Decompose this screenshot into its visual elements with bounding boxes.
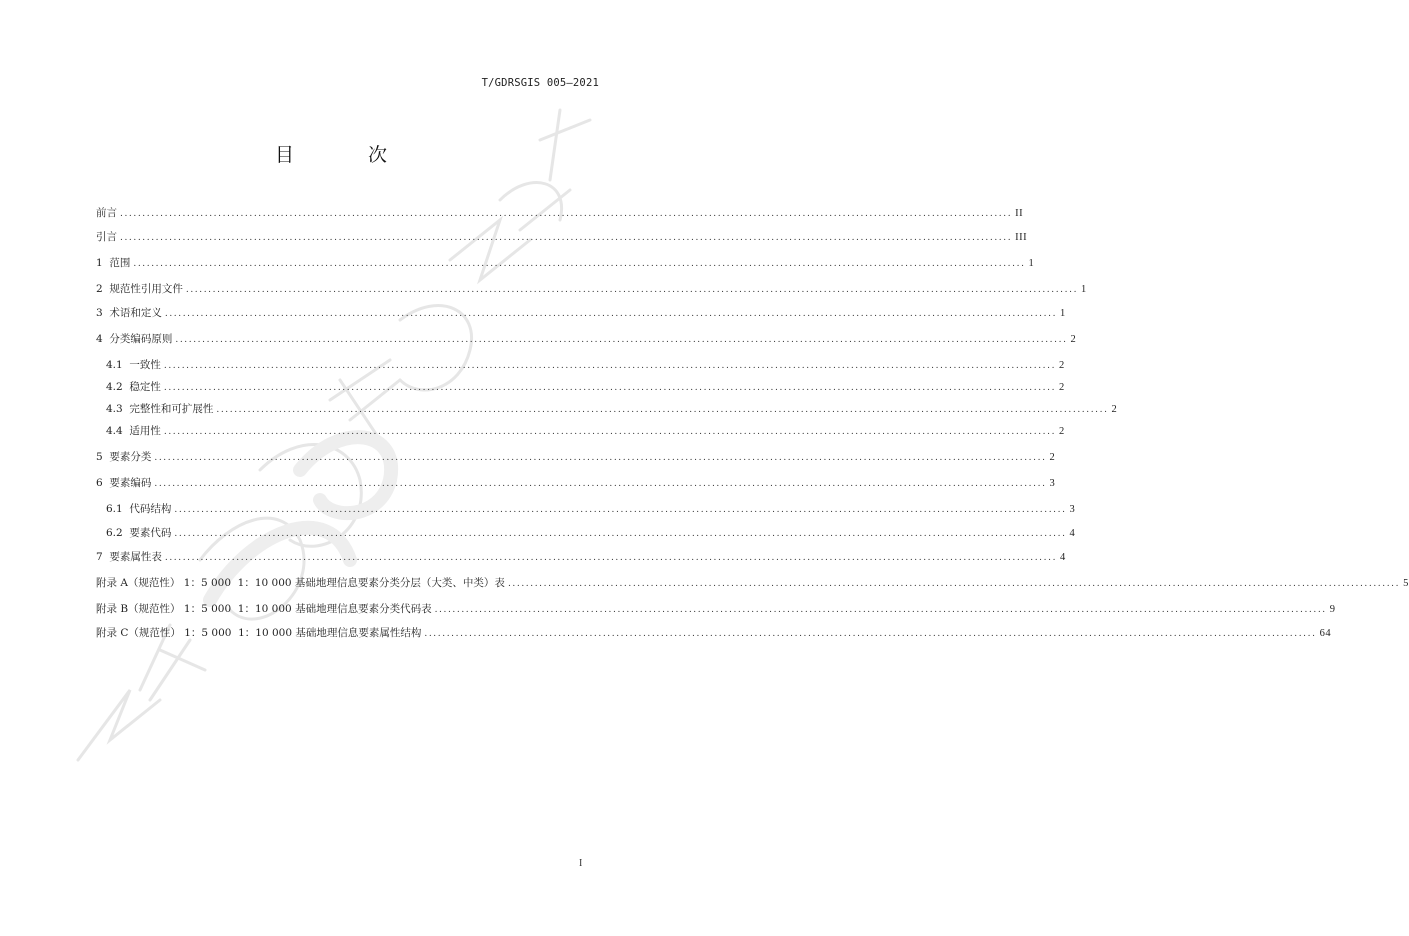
toc-entry-label: 6.1 代码结构 — [106, 503, 172, 515]
toc-entry-label: 1 范围 — [96, 257, 131, 269]
toc-entry[interactable] — [106, 501, 1076, 517]
toc-leader-dots: ........................................................................................................................................................................................................ — [154, 479, 1047, 489]
toc-leader-dots: ........................................................................................................................................................................................................ — [163, 427, 1057, 437]
document-id: T/GDRSGIS 005—2021 — [481, 77, 599, 89]
toc-entry-page: 2 — [1059, 382, 1065, 393]
toc-entry-label: 4.1 一致性 — [106, 359, 161, 371]
toc-entry[interactable] — [96, 331, 1077, 347]
toc-leader-dots: ........................................................................................................................................................................................................ — [507, 579, 1401, 589]
toc-entry-page: 2 — [1111, 404, 1118, 415]
toc-entry-label: 附录 C（规范性） 1：5 000 1：10 000 基础地理信息要素属性结构 — [96, 627, 422, 639]
toc-entry-page: 2 — [1059, 360, 1065, 371]
toc-entry-page: 2 — [1059, 426, 1065, 437]
toc-entry-label: 附录 B（规范性） 1：5 000 1：10 000 基础地理信息要素分类代码表 — [96, 603, 432, 615]
toc-entry[interactable] — [106, 423, 1065, 439]
toc-entry-page: 4 — [1069, 528, 1076, 539]
toc-entry-page: 1 — [1060, 308, 1066, 319]
toc-leader-dots: ........................................................................................................................................................................................................ — [163, 361, 1057, 371]
toc-entry-label: 4.4 适用性 — [106, 425, 161, 437]
toc-entry-page: III — [1015, 232, 1028, 243]
page-number: I — [579, 858, 583, 869]
toc-entry[interactable] — [96, 575, 1409, 591]
toc-leader-dots: ........................................................................................................................................................................................................ — [164, 553, 1058, 563]
toc-entry[interactable] — [106, 525, 1076, 541]
toc-entry-page: 5 — [1403, 578, 1409, 589]
toc-leader-dots: ........................................................................................................................................................................................................ — [185, 285, 1079, 295]
toc-leader-dots: ........................................................................................................................................................................................................ — [175, 335, 1068, 345]
toc-leader-dots: ........................................................................................................................................................................................................ — [434, 605, 1327, 615]
toc-entry-page: 2 — [1049, 452, 1056, 463]
toc-title: 目 次 — [274, 144, 422, 166]
toc-entry[interactable] — [106, 401, 1118, 417]
toc-entry[interactable] — [96, 255, 1035, 271]
toc-entry-page: 64 — [1319, 628, 1332, 639]
toc-leader-dots: ........................................................................................................................................................................................................ — [164, 309, 1058, 319]
toc-entry-page: 1 — [1028, 258, 1035, 269]
toc-entry-page: 1 — [1081, 284, 1087, 295]
toc-entry-page: 3 — [1069, 504, 1076, 515]
toc-entry-label: 4.3 完整性和可扩展性 — [106, 403, 214, 415]
toc-entry-label: 4 分类编码原则 — [96, 333, 173, 345]
toc-entry[interactable] — [96, 281, 1087, 297]
toc-entry-label: 2 规范性引用文件 — [96, 283, 183, 295]
toc-leader-dots: ........................................................................................................................................................................................................ — [424, 629, 1317, 639]
toc-leader-dots: ........................................................................................................................................................................................................ — [133, 259, 1026, 269]
toc-entry-label: 7 要素属性表 — [96, 551, 162, 563]
toc-entry-page: 4 — [1060, 552, 1066, 563]
toc-leader-dots: ........................................................................................................................................................................................................ — [163, 383, 1057, 393]
toc-entry[interactable] — [96, 549, 1066, 565]
toc-leader-dots: ........................................................................................................................................................................................................ — [174, 529, 1067, 539]
toc-entry-label: 引言 — [96, 231, 117, 243]
toc-entry-page: 2 — [1070, 334, 1077, 345]
toc-entry-label: 6.2 要素代码 — [106, 527, 172, 539]
toc-entry[interactable] — [96, 475, 1056, 491]
toc-entry[interactable] — [96, 229, 1028, 245]
toc-leader-dots: ........................................................................................................................................................................................................ — [154, 453, 1047, 463]
toc-entry-label: 4.2 稳定性 — [106, 381, 161, 393]
toc-entry-label: 5 要素分类 — [96, 451, 152, 463]
toc-entry-page: 9 — [1329, 604, 1336, 615]
toc-entry-page: 3 — [1049, 478, 1056, 489]
toc-leader-dots: ........................................................................................................................................................................................................ — [174, 505, 1067, 515]
toc-entry[interactable] — [96, 601, 1336, 617]
toc-entry[interactable] — [96, 305, 1066, 321]
toc-leader-dots: ........................................................................................................................................................................................................ — [120, 233, 1013, 243]
toc-leader-dots: ........................................................................................................................................................................................................ — [120, 209, 1013, 219]
toc-entry[interactable] — [96, 449, 1056, 465]
toc-entry-page: II — [1015, 208, 1024, 219]
toc-entry-label: 6 要素编码 — [96, 477, 152, 489]
toc-entry-label: 前言 — [96, 207, 117, 219]
toc-entry[interactable] — [96, 625, 1332, 641]
toc-leader-dots: ........................................................................................................................................................................................................ — [216, 405, 1109, 415]
toc-entry-label: 附录 A（规范性） 1：5 000 1：10 000 基础地理信息要素分类分层（大类、中类）表 — [96, 577, 505, 589]
toc-entry[interactable] — [96, 205, 1024, 221]
toc-entry[interactable] — [106, 379, 1065, 395]
toc-entry[interactable] — [106, 357, 1065, 373]
toc-entry-label: 3 术语和定义 — [96, 307, 162, 319]
